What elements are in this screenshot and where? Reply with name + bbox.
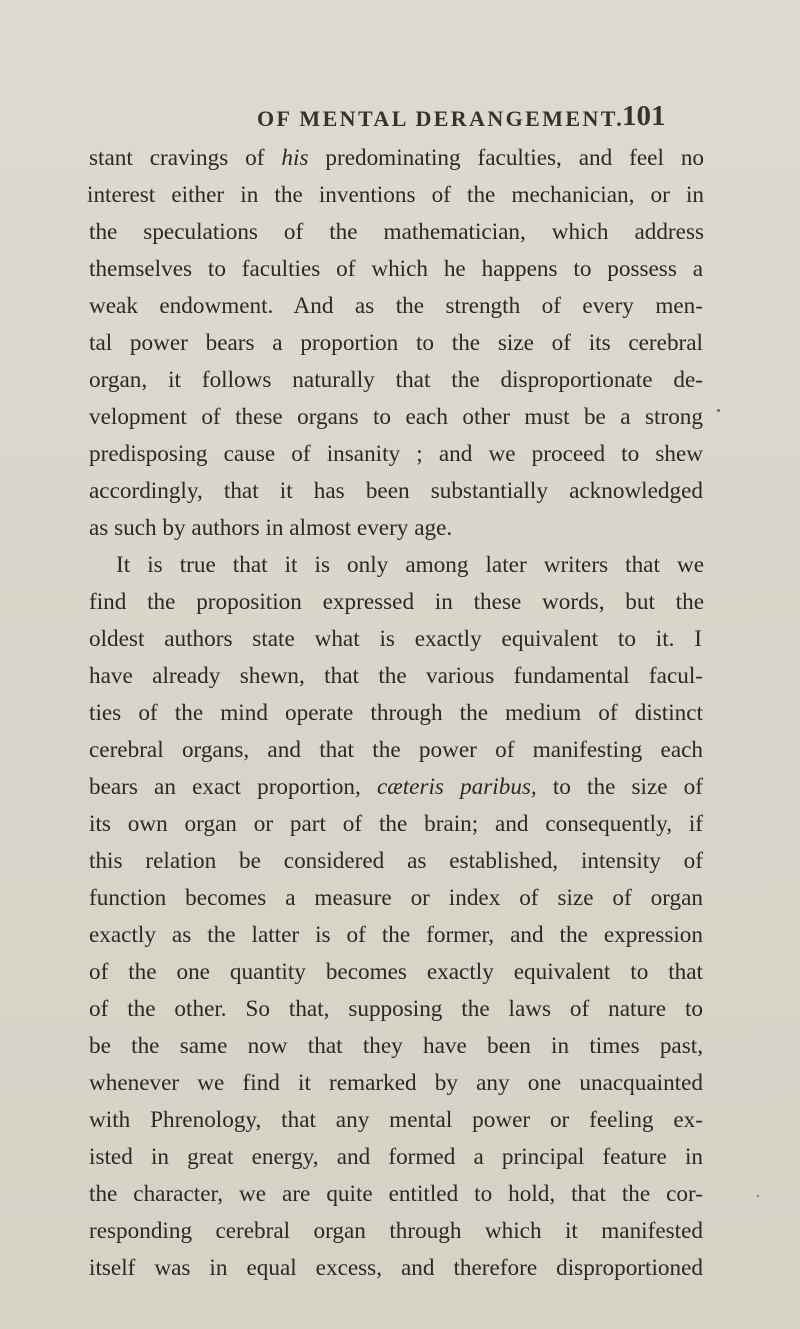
text-line: accordingly, that it has been substantially acknowledged xyxy=(89,478,703,504)
italic-word: his xyxy=(281,145,309,171)
text-line: predisposing cause of insanity ; and we proceed to shew xyxy=(89,441,703,467)
text-line: of the one quantity becomes exactly equivalent to that xyxy=(89,959,703,985)
text-line: find the proposition expressed in these words, but the xyxy=(89,589,704,615)
text-line: interest either in the inventions of the mechanician, or in xyxy=(87,182,704,208)
text-line: isted in great energy, and formed a principal feature in xyxy=(89,1144,703,1170)
text-line: the speculations of the mathematician, which address xyxy=(89,219,704,245)
text-line: be the same now that they have been in times past, xyxy=(89,1033,703,1059)
text-line: function becomes a measure or index of size of organ xyxy=(89,885,703,911)
page-header xyxy=(0,100,800,140)
text-line: exactly as the latter is of the former, and the expression xyxy=(89,922,703,948)
paper-speck xyxy=(717,409,720,412)
text-line: organ, it follows naturally that the disproportionate de- xyxy=(89,367,703,393)
italic-phrase: cæteris paribus, xyxy=(376,774,537,800)
text-line: oldest authors state what is exactly equivalent to it. I xyxy=(89,626,702,652)
running-title: OF MENTAL DERANGEMENT. xyxy=(257,106,625,131)
text-line: whenever we find it remarked by any one unacquainted xyxy=(89,1070,703,1096)
text-line: cerebral organs, and that the power of manifesting each xyxy=(89,737,703,763)
text-line: this relation be considered as established, intensity of xyxy=(89,848,703,874)
text-line: bears an exact proportion, cæteris paribus, to the size of xyxy=(89,774,703,800)
text-line: responding cerebral organ through which it manifested xyxy=(89,1218,703,1244)
text-line: tal power bears a proportion to the size of its cerebral xyxy=(89,330,703,356)
text-line: its own organ or part of the brain; and consequently, if xyxy=(89,811,703,837)
text-line: the character, we are quite entitled to hold, that the cor- xyxy=(89,1181,703,1207)
text-line: velopment of these organs to each other must be a strong xyxy=(89,404,703,430)
text-line: itself was in equal excess, and therefore disproportioned xyxy=(89,1255,703,1281)
text-line: ties of the mind operate through the medium of distinct xyxy=(89,700,703,726)
text-line: themselves to faculties of which he happens to possess a xyxy=(89,256,703,282)
text-line: with Phrenology, that any mental power or feeling ex- xyxy=(89,1107,703,1133)
text-line: have already shewn, that the various fundamental facul- xyxy=(89,663,703,689)
text-line: weak endowment. And as the strength of every men- xyxy=(89,293,703,319)
text-line: It is true that it is only among later writers that we xyxy=(116,552,704,578)
text-line: of the other. So that, supposing the laws of nature to xyxy=(89,996,703,1022)
text-line: as such by authors in almost every age. xyxy=(89,515,453,541)
page-number: 101 xyxy=(622,100,666,132)
paper-speck xyxy=(757,1195,759,1197)
text-line: stant cravings of his predominating faculties, and feel no xyxy=(89,145,705,171)
